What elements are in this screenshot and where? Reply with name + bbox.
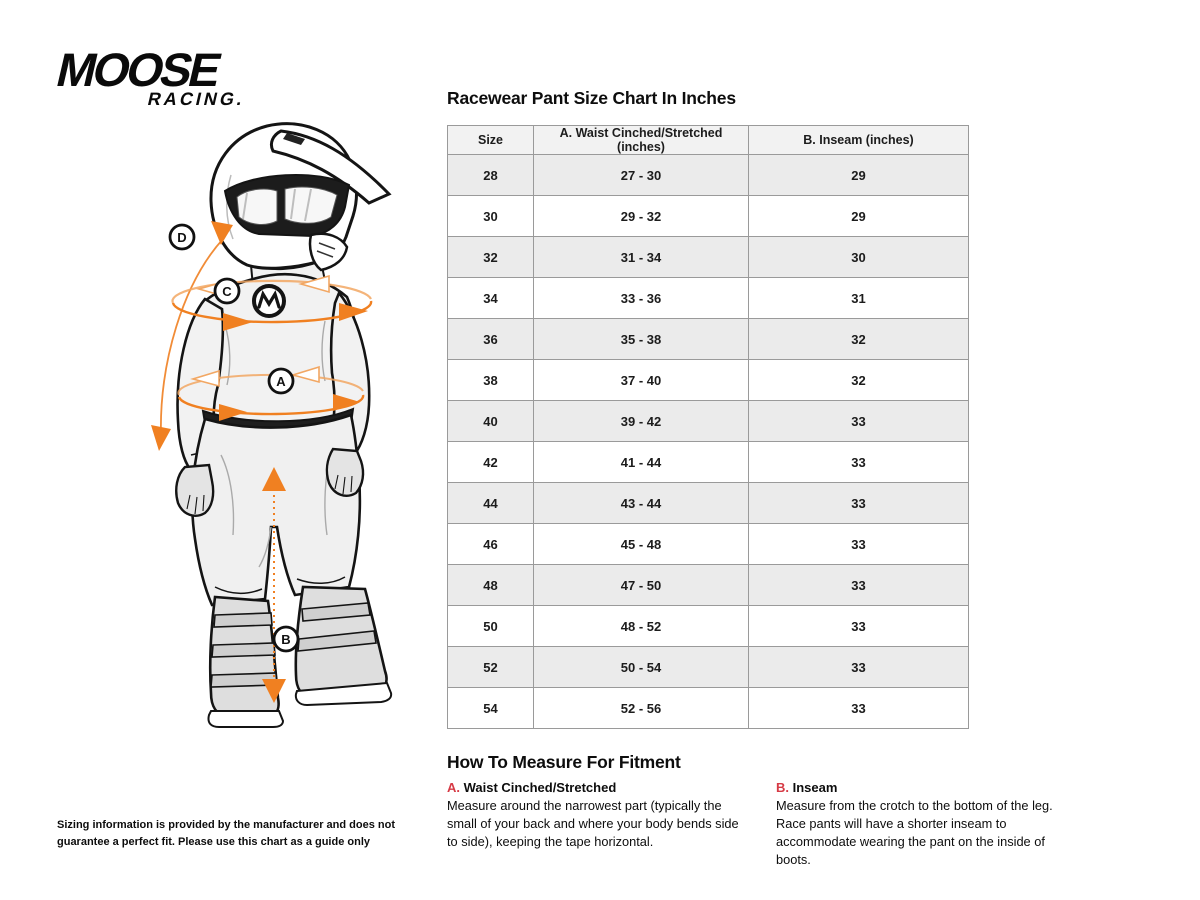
label-a-text: A [276,374,286,389]
sleeve-arrow-bottom-icon [151,425,171,451]
table-row [448,360,969,401]
logo-wordmark-racing: RACING. [145,89,248,109]
table-header-row [448,126,969,155]
right-glove [327,449,363,496]
table-cell: 37 - 40 [534,360,749,401]
table-row [448,606,969,647]
table-cell: 39 - 42 [534,401,749,442]
how-to-inseam-column [776,780,1079,870]
left-boot-strap [214,613,272,627]
table-cell: 30 [749,237,969,278]
table-cell: 33 [749,442,969,483]
table-row [448,688,969,729]
size-table-body [448,155,969,729]
table-cell: 36 [448,319,534,360]
moose-racing-logo [49,43,264,110]
table-cell: 44 [448,483,534,524]
table-row [448,647,969,688]
table-cell: 35 - 38 [534,319,749,360]
table-cell: 48 [448,565,534,606]
table-cell: 32 [448,237,534,278]
table-cell: 43 - 44 [534,483,749,524]
table-cell: 45 - 48 [534,524,749,565]
table-cell: 33 [749,483,969,524]
table-row [448,155,969,196]
table-cell: 27 - 30 [534,155,749,196]
table-header-cell: Size [448,126,534,155]
label-d-text: D [177,230,187,245]
table-cell: 40 [448,401,534,442]
table-row [448,483,969,524]
table-header-cell: A. Waist Cinched/Stretched (inches) [534,126,749,155]
table-cell: 32 [749,360,969,401]
waist-name: Waist Cinched/Stretched [460,780,617,795]
label-badge-b [274,627,298,651]
table-row [448,237,969,278]
table-row [448,278,969,319]
waist-letter: A. [447,780,460,795]
label-c-text: C [222,284,232,299]
table-cell: 54 [448,688,534,729]
table-cell: 52 - 56 [534,688,749,729]
table-row [448,319,969,360]
rider-figure-svg [135,115,445,745]
left-boot-sole [208,711,283,727]
table-cell: 33 [749,647,969,688]
table-row [448,442,969,483]
table-row [448,401,969,442]
table-cell: 33 [749,401,969,442]
table-cell: 38 [448,360,534,401]
table-cell: 33 [749,565,969,606]
table-cell: 41 - 44 [534,442,749,483]
table-row [448,565,969,606]
table-cell: 29 [749,155,969,196]
how-to-measure-title: How To Measure For Fitment [447,752,681,772]
table-cell: 34 [448,278,534,319]
inseam-instructions: Measure from the crotch to the bottom of the leg. Race pants will have a shorter inseam to accommodate wearing the pant on the inside of boots. [776,798,1053,868]
table-cell: 29 - 32 [534,196,749,237]
table-row [448,196,969,237]
table-cell: 31 [749,278,969,319]
table-cell: 33 [749,524,969,565]
waist-subheading [447,780,750,795]
table-cell: 50 - 54 [534,647,749,688]
label-b-text: B [281,632,291,647]
table-cell: 28 [448,155,534,196]
pants [192,415,360,605]
how-to-waist-column [447,780,750,870]
label-badge-d [170,225,194,249]
table-cell: 52 [448,647,534,688]
rider-measurement-illustration [135,115,445,745]
table-cell: 46 [448,524,534,565]
sizing-disclaimer: Sizing information is provided by the manufacturer and does not guarantee a perfect fit. Please use this chart as a guide only [57,819,395,848]
table-cell: 29 [749,196,969,237]
label-badge-c [215,279,239,303]
table-cell: 47 - 50 [534,565,749,606]
table-cell: 32 [749,319,969,360]
table-cell: 42 [448,442,534,483]
left-boot-strap [212,643,275,657]
size-chart-table [447,125,969,729]
waist-instructions: Measure around the narrowest part (typically the small of your back and where your body bends side to side), keeping the tape horizontal. [447,798,739,850]
inseam-subheading [776,780,1079,795]
inseam-letter: B. [776,780,789,795]
label-badge-a [269,369,293,393]
table-header-cell: B. Inseam (inches) [749,126,969,155]
helmet-chin-bar [310,234,347,270]
inseam-name: Inseam [789,780,838,795]
table-row [448,524,969,565]
goggle-lens-left [237,189,277,224]
size-chart-title: Racewear Pant Size Chart In Inches [447,88,736,108]
logo-wordmark-moose: MOOSE [51,43,225,96]
left-glove [176,465,213,516]
table-cell: 50 [448,606,534,647]
how-to-measure-section [447,752,1087,870]
table-cell: 33 [749,688,969,729]
table-cell: 48 - 52 [534,606,749,647]
table-cell: 31 - 34 [534,237,749,278]
table-cell: 33 - 36 [534,278,749,319]
table-cell: 30 [448,196,534,237]
table-cell: 33 [749,606,969,647]
